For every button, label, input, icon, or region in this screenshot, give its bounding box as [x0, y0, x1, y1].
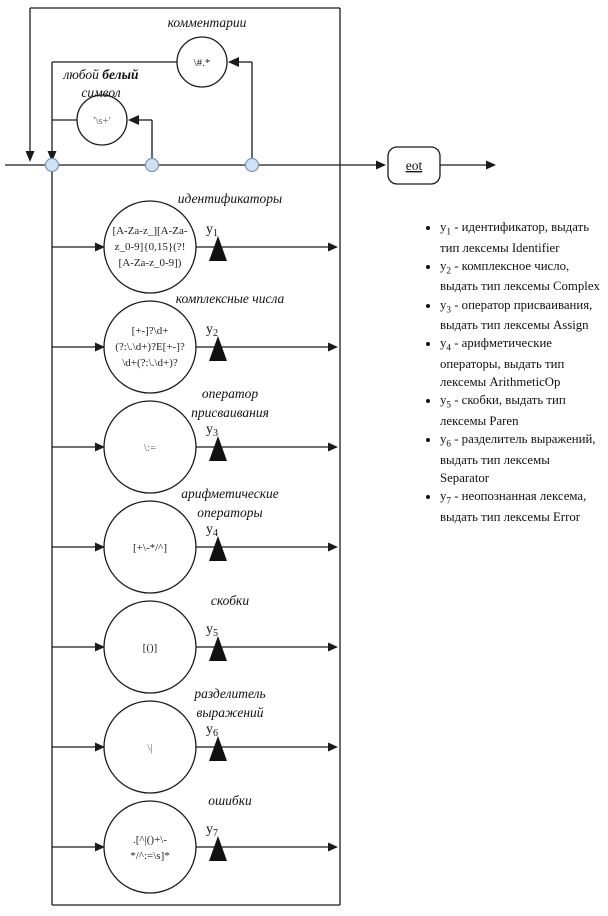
- outer-loop-arrowhead: [26, 151, 35, 162]
- legend-list: [424, 218, 600, 526]
- branch-out-arrowhead: [328, 243, 338, 252]
- branch-label-line2: присваивания: [191, 405, 269, 420]
- branch-arithmetic: [52, 486, 338, 593]
- identifiers-regex: [A-Za-z_][A-Za-z_0-9]{0,15}(?! [A-Za-z_0-9]): [112, 225, 188, 269]
- complex-regex: [+-]?\d+ (?:\.\d+)?E[+-]? \d+(?:\.\d+)?: [115, 325, 185, 369]
- branch-label-line1: оператор: [201, 386, 259, 401]
- eot-label: eot: [405, 158, 423, 173]
- whitespace-regex: '\s+': [93, 115, 111, 127]
- separator-regex: \|: [147, 742, 153, 754]
- output-label-y4: $y_4$: [206, 522, 218, 539]
- branch-label: ошибки: [208, 793, 252, 808]
- branch-out-arrowhead: [328, 543, 338, 552]
- output-marker-triangle: [209, 236, 227, 261]
- errors-regex: .[^|()+\-*/^:=\s]*: [130, 834, 170, 862]
- arithmetic-regex: [+\-*/^]: [133, 542, 167, 554]
- branch-label-line1: разделитель: [194, 686, 266, 701]
- output-marker-triangle: [209, 736, 227, 761]
- comment-label: комментарии: [167, 15, 247, 30]
- eot-out-arrowhead: [486, 161, 496, 170]
- branch-label: идентификаторы: [177, 191, 283, 206]
- branch-identifiers: [52, 191, 338, 293]
- branch-label-line2: выражений: [196, 705, 264, 720]
- branch-out-arrowhead: [328, 843, 338, 852]
- branch-label-line2: операторы: [197, 505, 263, 520]
- parens-regex: [()]: [142, 642, 158, 654]
- branch-label-line1: арифметические: [181, 486, 279, 501]
- legend-item-y6: • $y_6$ - разделитель выражений, выдать тип лексемы Separator: [440, 430, 600, 487]
- branch-out-arrowhead: [328, 743, 338, 752]
- legend-item-y3: • $y_3$ - оператор присваивания, выдать тип лексемы Assign: [440, 296, 600, 335]
- legend-item-y4: • $y_4$ - арифметические операторы, выдать тип лексемы ArithmeticOp: [440, 334, 600, 391]
- legend: [424, 218, 600, 526]
- whitespace-label-line1: любой белый: [63, 67, 139, 82]
- output-label-y7: $y_7$: [206, 822, 218, 839]
- assignment-regex: \:=: [143, 442, 157, 454]
- branch-out-arrowhead: [328, 443, 338, 452]
- comment-regex: \#.*: [193, 57, 211, 69]
- legend-item-y7: • $y_7$ - неопознанная лексема, выдать тип лексемы Error: [440, 487, 600, 526]
- whitespace-in-arrowhead: [128, 115, 139, 125]
- branch-label: скобки: [210, 593, 250, 608]
- output-label-y2: $y_2$: [206, 322, 218, 339]
- output-marker-triangle: [209, 336, 227, 361]
- junction-node-comment: [246, 159, 259, 172]
- branch-parens: [52, 593, 338, 693]
- junction-node-whitespace: [146, 159, 159, 172]
- junction-node-start: [46, 159, 59, 172]
- branch-assignment: [52, 386, 338, 493]
- legend-item-y1: • $y_1$ - идентификатор, выдать тип лексемы Identifier: [440, 218, 600, 257]
- whitespace-label-line2: символ: [81, 85, 121, 100]
- branch-label: комплексные числа: [175, 291, 285, 306]
- branch-separator: [52, 686, 338, 793]
- output-label-y1: $y_1$: [206, 222, 218, 239]
- branch-out-arrowhead: [328, 343, 338, 352]
- output-label-y5: $y_5$: [206, 622, 218, 639]
- branch-complex-numbers: [52, 291, 338, 393]
- branch-errors: [52, 793, 338, 893]
- eot-in-arrowhead: [376, 161, 386, 170]
- branch-out-arrowhead: [328, 643, 338, 652]
- output-marker-triangle: [209, 436, 227, 461]
- output-label-y3: $y_3$: [206, 422, 218, 439]
- comment-in-arrowhead: [228, 57, 239, 67]
- legend-item-y5: • $y_5$ - скобки, выдать тип лексемы Paren: [440, 391, 600, 430]
- legend-item-y2: • $y_2$ - комплексное число, выдать тип лексемы Complex: [440, 257, 600, 296]
- output-label-y6: $y_6$: [206, 722, 218, 739]
- output-marker-triangle: [209, 636, 227, 661]
- errors-state-circle: [104, 801, 196, 893]
- output-marker-triangle: [209, 836, 227, 861]
- output-marker-triangle: [209, 536, 227, 561]
